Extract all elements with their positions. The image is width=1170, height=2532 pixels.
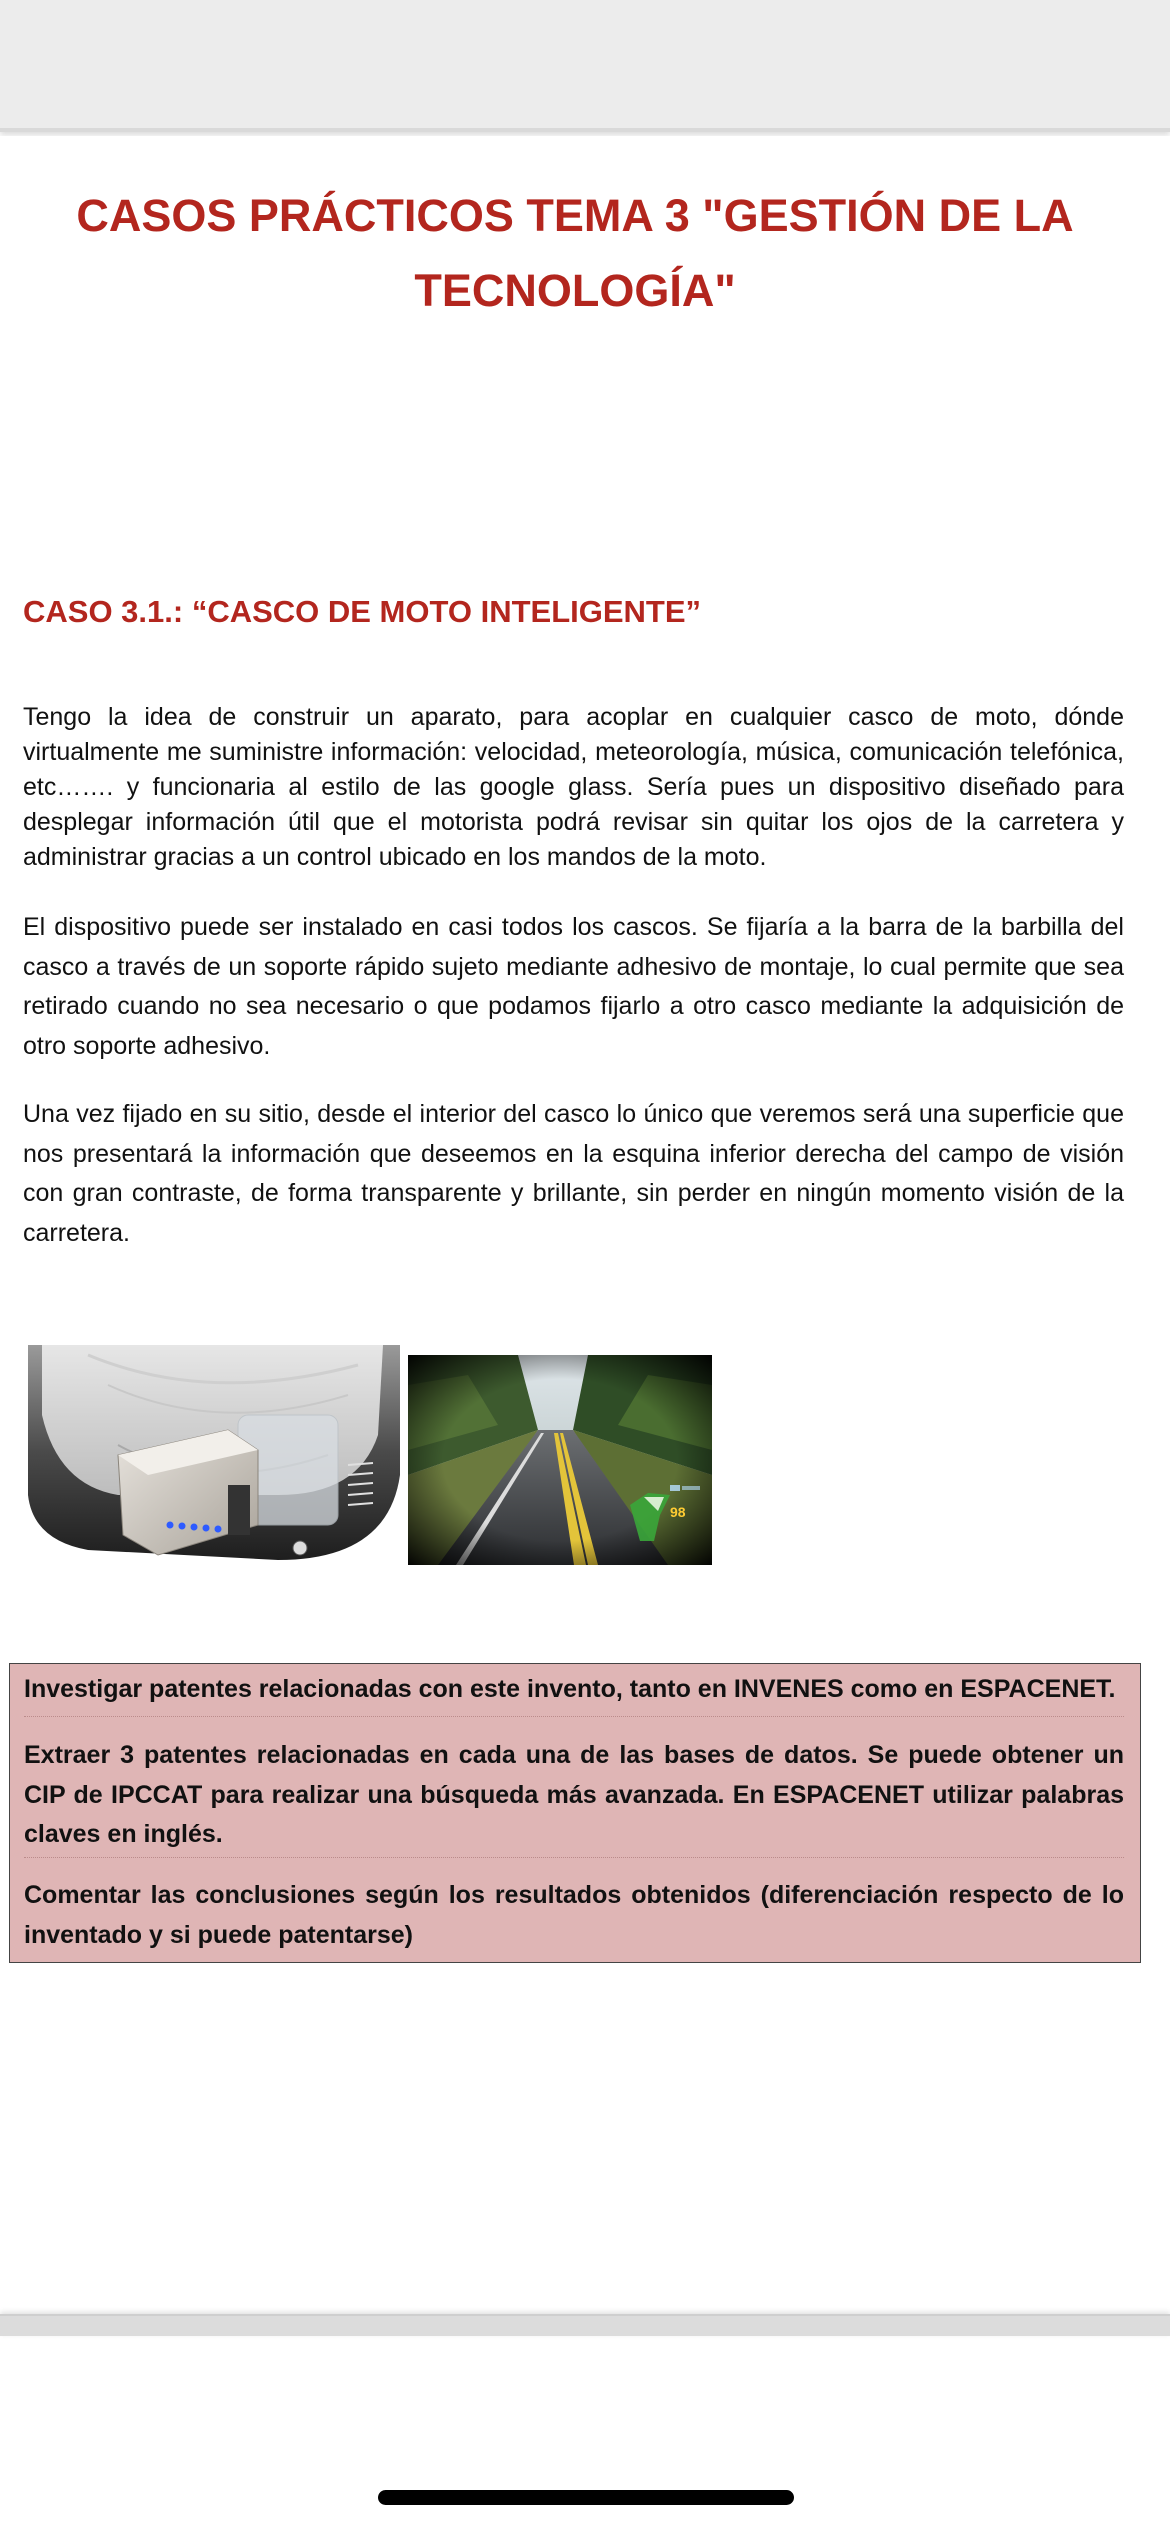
case-heading: CASO 3.1.: “CASCO DE MOTO INTELIGENTE” [23,594,702,629]
road-hud-image [408,1355,712,1565]
road-hud-illustration [408,1355,712,1565]
document-title: CASOS PRÁCTICOS TEMA 3 "GESTIÓN DE LA TECNOLOGÍA" [76,190,1074,316]
viewer-top-bar [0,0,1170,132]
task-2: Extraer 3 patentes relacionadas en cada una de las bases de datos. Se puede obtener un CIP de IPCCAT para realizar una búsqueda más avanzada. En ESPACENET utilizar palabras claves en inglés. [24,1741,1124,1848]
home-indicator[interactable] [378,2490,794,2505]
task-3: Comentar las conclusiones según los resultados obtenidos (diferenciación respecto de lo inventado y si puede patentarse) [24,1881,1124,1949]
task-separator [24,1857,1124,1858]
hud-speed-readout: 98 [670,1504,686,1520]
paragraph-2: El dispositivo puede ser instalado en casi todos los cascos. Se fijaría a la barra de la barbilla del casco a través de un soporte rápido sujeto mediante adhesivo de montaje, lo cual permite que sea retirado cuando no sea necesario o que podamos fijarlo a otro casco mediante la adquisición de otro soporte adhesivo. [23,913,1124,1060]
helmet-illustration [28,1345,400,1565]
helmet-device-image [28,1345,400,1565]
paragraph-1: Tengo la idea de construir un aparato, para acoplar en cualquier casco de moto, dónde virtualmente me suministre información: velocidad, meteorología, música, comunicación telefónica, etc……. y funcionaria al estilo de las google glass. Sería pues un dispositivo diseñado para desplegar información útil que el motorista podrá revisar sin quitar los ojos de la carretera y administrar gracias a un control ubicado en los mandos de la moto. [23,703,1124,871]
paragraph-3: Una vez fijado en su sitio, desde el interior del casco lo único que veremos será una superficie que nos presentará la información que deseemos en la esquina inferior derecha del campo de visión con gran contraste, de forma transparente y brillante, sin perder en ningún momento visión de la carretera. [23,1100,1124,1247]
task-box [9,1663,1141,1963]
task-separator [24,1716,1124,1717]
task-1: Investigar patentes relacionadas con este invento, tanto en INVENES como en ESPACENET. [24,1675,1116,1703]
viewer-bottom-bar [0,2314,1170,2336]
